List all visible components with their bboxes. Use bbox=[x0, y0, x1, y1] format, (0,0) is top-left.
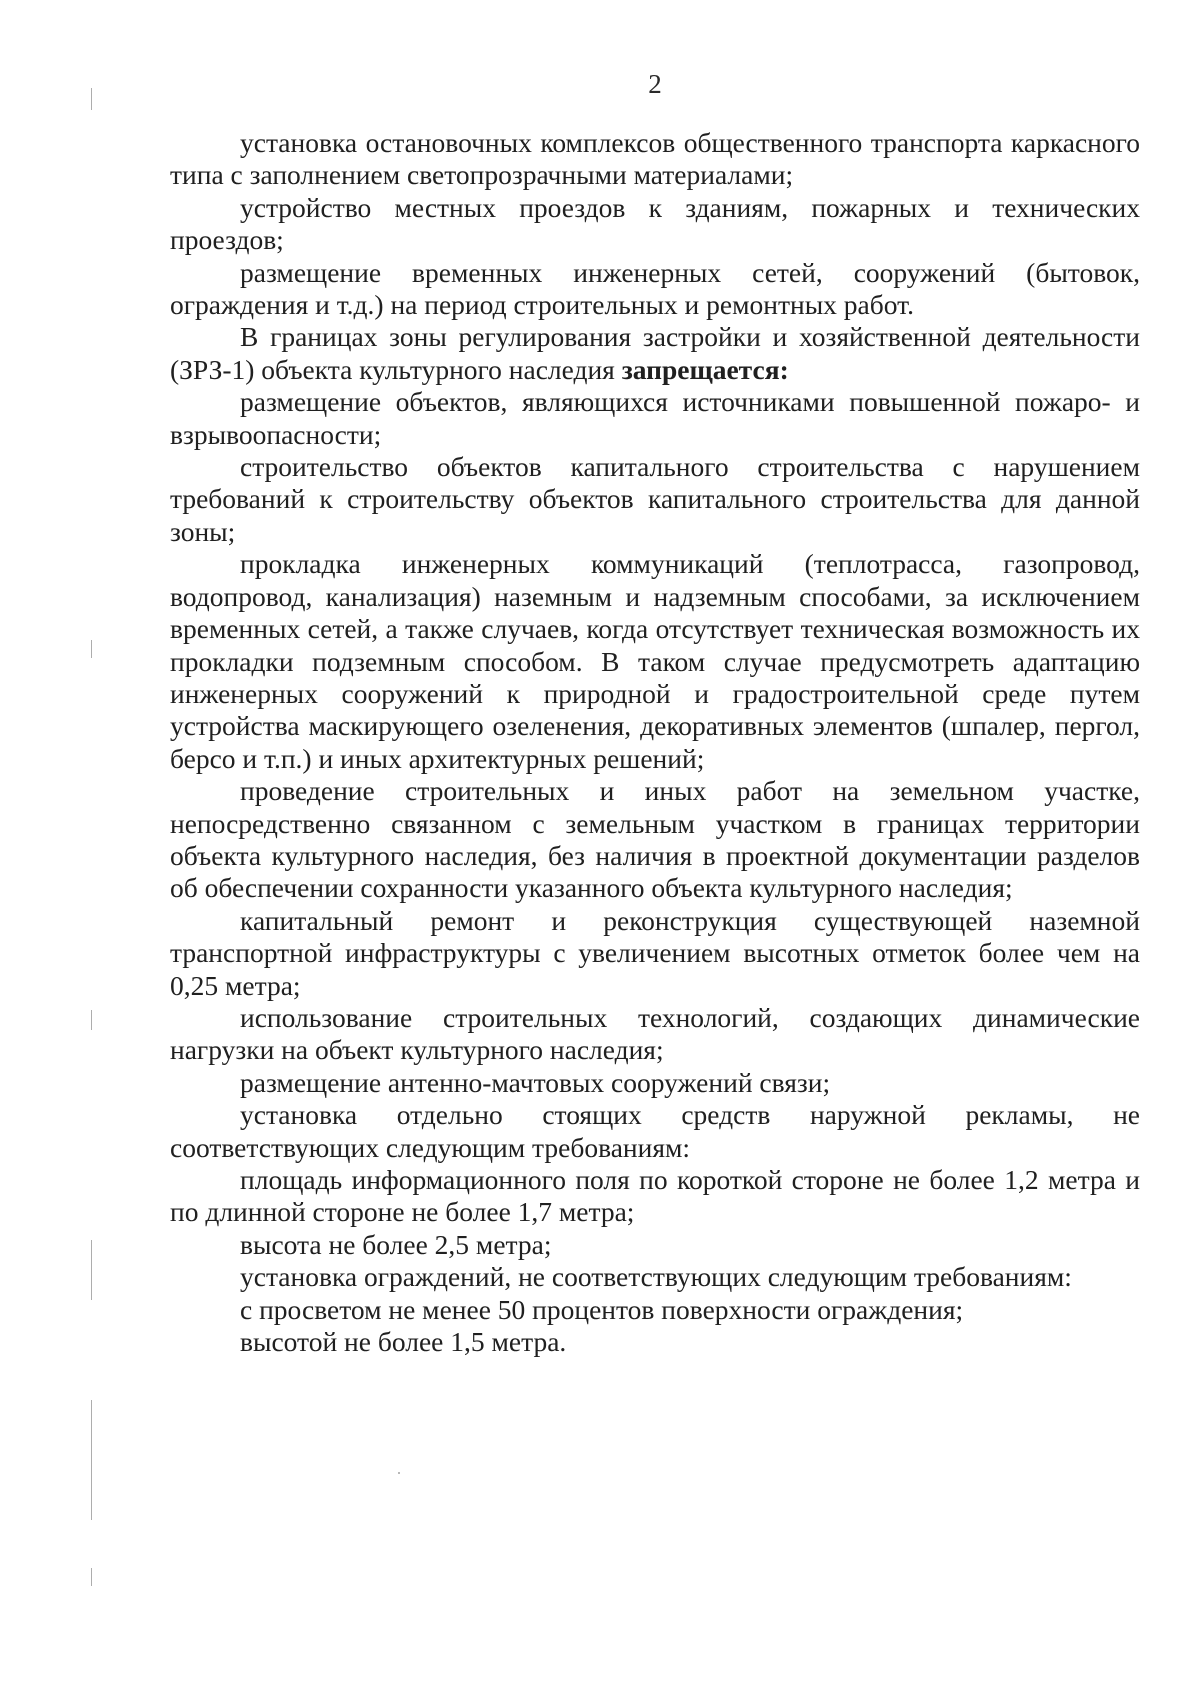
scan-edge-mark bbox=[91, 1010, 92, 1030]
prohibition-item: размещение антенно-мачтовых сооружений связи; bbox=[240, 1066, 831, 1098]
zone-intro-text: В границах зоны регулирования застройки и хозяйственной деятельности (ЗРЗ-1) объекта культурного наследия bbox=[170, 321, 1140, 385]
prohibition-item: высотой не более 1,5 метра. bbox=[240, 1326, 567, 1358]
prohibition-item: высота не более 2,5 метра; bbox=[240, 1228, 552, 1260]
prohibition-item: установка отдельно стоящих средств наружной рекламы, не соответствующих следующим требованиям: bbox=[170, 1099, 1140, 1163]
prohibition-item: прокладка инженерных коммуникаций (теплотрасса, газопровод, водопровод, канализация) наземным и надземным способами, за исключением временных сетей, а также случаев, когда отсутствует техническая возможность их прокладки подземным способом. В таком случае предусмотреть адаптацию инженерных сооружений к природной и градостроительной среде путем устройства маскирующего озеленения, декоративных элементов (шпалер, пергол, берсо и т.п.) и иных архитектурных решений; bbox=[170, 548, 1140, 774]
document-body bbox=[170, 127, 1140, 1358]
scan-edge-mark bbox=[91, 640, 92, 658]
prohibition-item: использование строительных технологий, создающих динамические нагрузки на объект культурного наследия; bbox=[170, 1001, 1140, 1066]
paragraph-temporary-networks: размещение временных инженерных сетей, сооружений (бытовок, ограждения и т.д.) на период строительных и ремонтных работ. bbox=[170, 256, 1140, 321]
scan-edge-mark bbox=[91, 1400, 92, 1520]
scan-speck bbox=[398, 1472, 400, 1474]
prohibition-item: размещение объектов, являющихся источниками повышенной пожаро- и взрывоопасности; bbox=[170, 386, 1140, 450]
prohibited-heading: запрещается: bbox=[621, 353, 789, 385]
prohibition-item: установка ограждений, не соответствующих следующим требованиям: bbox=[240, 1261, 1072, 1293]
scan-edge-mark bbox=[91, 1240, 92, 1300]
scan-edge-mark bbox=[91, 1568, 92, 1586]
prohibition-item: капитальный ремонт и реконструкция существующей наземной транспортной инфраструктуры с увеличением высотных отметок более чем на 0,25 метра; bbox=[170, 904, 1140, 1001]
paragraph-bus-stops: установка остановочных комплексов общественного транспорта каркасного типа с заполнением светопрозрачными материалами; bbox=[170, 127, 1140, 191]
prohibition-item: строительство объектов капитального строительства с нарушением требований к строительству объектов капитального строительства для данной зоны; bbox=[170, 451, 1140, 547]
page-number: 2 bbox=[648, 69, 662, 99]
prohibition-item: площадь информационного поля по короткой стороне не более 1,2 метра и по длинной стороне не более 1,7 метра; bbox=[170, 1164, 1140, 1228]
paragraph-zone-intro bbox=[170, 321, 1140, 386]
paragraph-local-driveways: устройство местных проездов к зданиям, пожарных и технических проездов; bbox=[170, 191, 1140, 256]
prohibition-item: проведение строительных и иных работ на земельном участке, непосредственно связанном с земельным участком в границах территории объекта культурного наследия, без наличия в проектной документации разделов об обеспечении сохранности указанного объекта культурного наследия; bbox=[170, 775, 1140, 904]
prohibition-item: с просветом не менее 50 процентов поверхности ограждения; bbox=[240, 1293, 964, 1325]
